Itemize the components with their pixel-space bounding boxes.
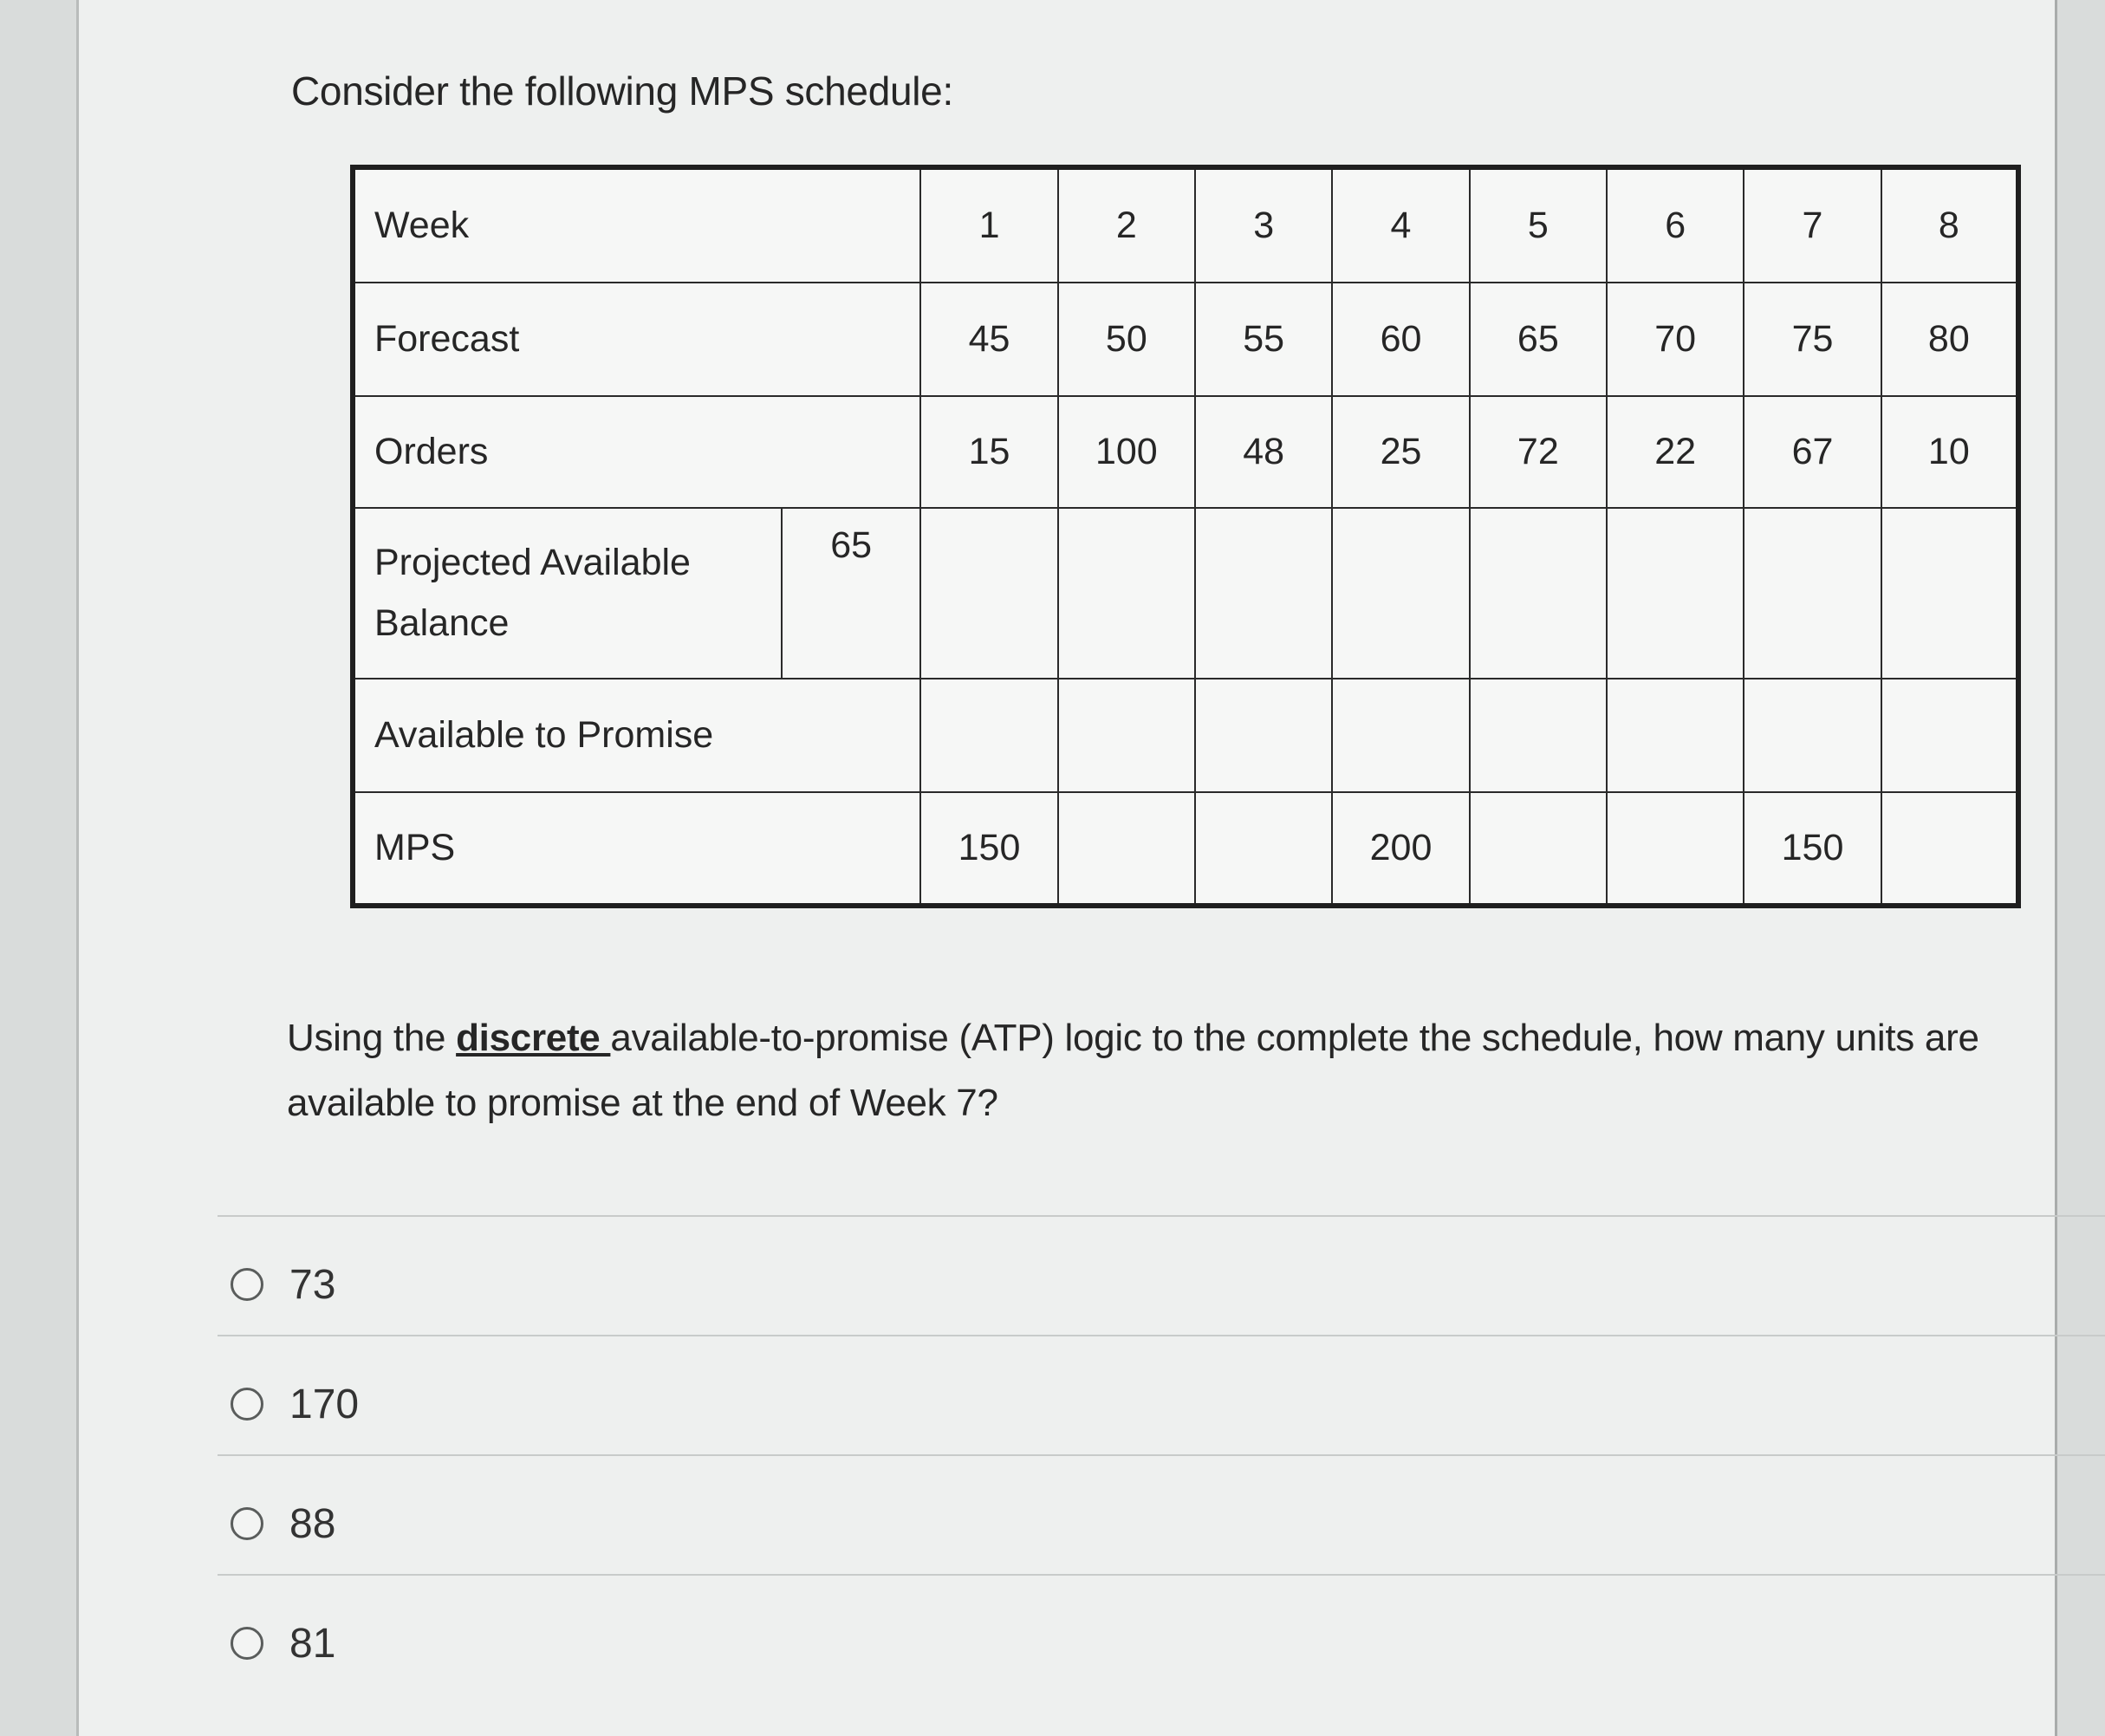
forecast-row [353, 283, 2018, 396]
pab-initial-value: 65 [782, 508, 920, 679]
mps-label: MPS [353, 792, 920, 906]
atp-cell [1607, 679, 1744, 792]
radio-button[interactable] [231, 1268, 263, 1301]
mps-cell: 150 [1744, 792, 1881, 906]
pab-label-line2: Balance [374, 602, 510, 645]
orders-cell: 22 [1607, 396, 1744, 508]
atp-cell [1744, 679, 1881, 792]
pab-cell [920, 508, 1057, 679]
answer-option-3[interactable] [231, 1498, 335, 1550]
week-cell: 4 [1332, 167, 1469, 283]
week-row [353, 167, 2018, 283]
week-label: Week [353, 167, 920, 283]
question-body-prefix: Using the [287, 1017, 457, 1059]
orders-cell: 72 [1470, 396, 1607, 508]
radio-button[interactable] [231, 1507, 263, 1540]
question-intro: Consider the following MPS schedule: [291, 68, 953, 114]
orders-cell: 100 [1058, 396, 1195, 508]
pab-cell [1332, 508, 1469, 679]
forecast-cell: 75 [1744, 283, 1881, 396]
pab-cell [1058, 508, 1195, 679]
option-divider [218, 1335, 2105, 1336]
answer-option-4[interactable] [231, 1617, 335, 1669]
atp-cell [1058, 679, 1195, 792]
mps-cell [1058, 792, 1195, 906]
available-to-promise-row [353, 679, 2018, 792]
forecast-label: Forecast [353, 283, 920, 396]
pab-cell [1744, 508, 1881, 679]
mps-cell [1470, 792, 1607, 906]
orders-row [353, 396, 2018, 508]
mps-cell: 200 [1332, 792, 1469, 906]
week-cell: 5 [1470, 167, 1607, 283]
pab-cell [1607, 508, 1744, 679]
option-divider [218, 1454, 2105, 1456]
option-divider [218, 1574, 2105, 1576]
pab-cell [1195, 508, 1332, 679]
atp-cell [1332, 679, 1469, 792]
orders-cell: 48 [1195, 396, 1332, 508]
question-body [287, 1005, 2046, 1135]
forecast-cell: 80 [1881, 283, 2018, 396]
orders-cell: 15 [920, 396, 1057, 508]
forecast-cell: 60 [1332, 283, 1469, 396]
week-cell: 8 [1881, 167, 2018, 283]
orders-label: Orders [353, 396, 920, 508]
question-body-suffix: available-to-promise (ATP) logic to the complete the schedule, how many units are available to promise at the end of Week 7? [287, 1017, 1979, 1124]
orders-cell: 25 [1332, 396, 1469, 508]
atp-cell [1470, 679, 1607, 792]
option-label: 170 [289, 1381, 360, 1427]
week-cell: 6 [1607, 167, 1744, 283]
forecast-cell: 70 [1607, 283, 1744, 396]
week-cell: 2 [1058, 167, 1195, 283]
radio-button[interactable] [231, 1388, 263, 1421]
forecast-cell: 45 [920, 283, 1057, 396]
answer-option-2[interactable] [231, 1378, 359, 1430]
atp-cell [1881, 679, 2018, 792]
option-label: 88 [289, 1500, 336, 1547]
projected-available-balance-row [353, 508, 2018, 679]
mps-row [353, 792, 2018, 906]
pab-cell [1470, 508, 1607, 679]
pab-cell [1881, 508, 2018, 679]
projected-available-balance-label [353, 508, 782, 679]
atp-cell [920, 679, 1057, 792]
option-divider [218, 1215, 2105, 1217]
question-body-emphasis: discrete [456, 1017, 611, 1059]
atp-cell [1195, 679, 1332, 792]
answer-option-1[interactable] [231, 1258, 335, 1310]
week-cell: 3 [1195, 167, 1332, 283]
orders-cell: 10 [1881, 396, 2018, 508]
available-to-promise-label: Available to Promise [353, 679, 920, 792]
question-page [76, 0, 2057, 1736]
radio-button[interactable] [231, 1627, 263, 1660]
mps-cell [1881, 792, 2018, 906]
forecast-cell: 50 [1058, 283, 1195, 396]
mps-cell [1195, 792, 1332, 906]
week-cell: 1 [920, 167, 1057, 283]
forecast-cell: 55 [1195, 283, 1332, 396]
orders-cell: 67 [1744, 396, 1881, 508]
option-label: 81 [289, 1620, 336, 1667]
week-cell: 7 [1744, 167, 1881, 283]
mps-cell: 150 [920, 792, 1057, 906]
option-label: 73 [289, 1261, 336, 1308]
forecast-cell: 65 [1470, 283, 1607, 396]
mps-schedule-table [350, 165, 2021, 908]
pab-label-line1: Projected Available [374, 542, 691, 584]
mps-cell [1607, 792, 1744, 906]
